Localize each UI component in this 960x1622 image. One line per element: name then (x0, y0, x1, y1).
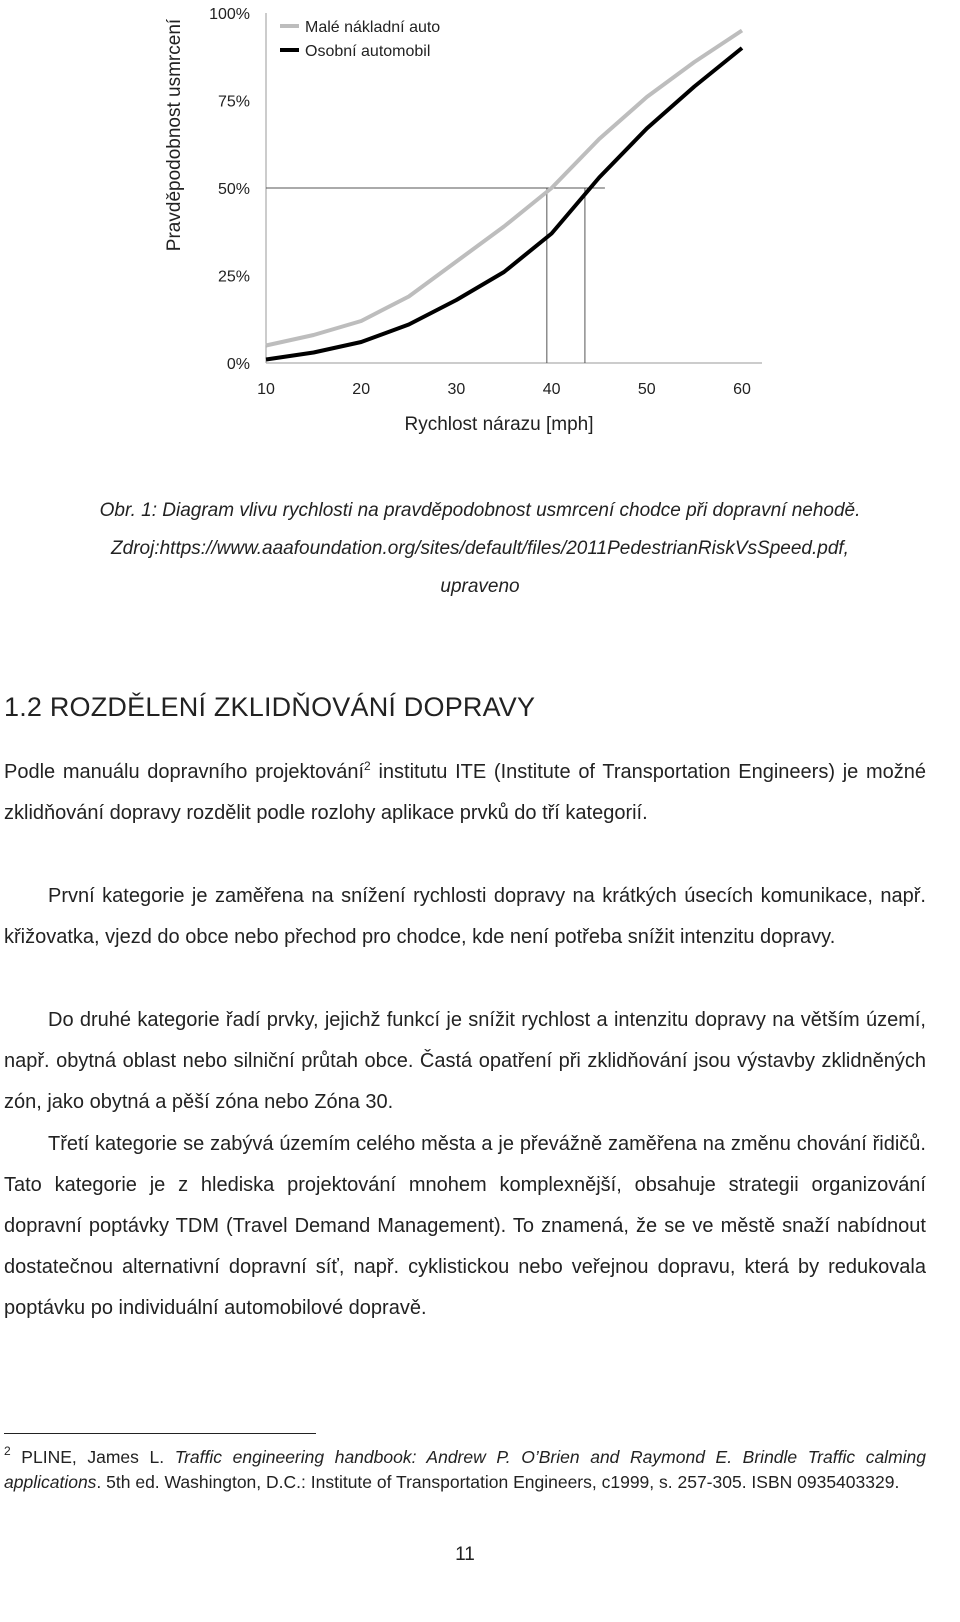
paragraph-2 (4, 876, 926, 958)
footnote (4, 1445, 926, 1495)
chart-y-axis-label: Pravděpodobnost usmrcení (164, 18, 185, 252)
caption-line-1: Obr. 1: Diagram vlivu rychlosti na pravděpodobnost usmrcení chodce při dopravní nehodě. (99, 500, 861, 521)
section-heading: 1.2 ROZDĚLENÍ ZKLIDŇOVÁNÍ DOPRAVY (4, 692, 536, 722)
paragraph-3 (4, 1000, 926, 1123)
footnote-title: Traffic engineering handbook: Andrew P. O’Brien and Raymond E. Brindle Traffic calming applications (4, 1447, 926, 1492)
x-tick-label: 30 (447, 381, 466, 398)
legend-label-1: Malé nákladní auto (305, 19, 441, 36)
series-line-2 (266, 48, 742, 360)
paragraph-3-text: Do druhé kategorie řadí prvky, jejichž funkcí je snížit rychlost a intenzitu dopravy na větším území, např. obytná oblast nebo silniční průtah obce. Častá opatření při zklidňování jsou výstavby zklidněných zón, jako obytná a pěší zóna nebo Zóna 30. (4, 1009, 926, 1113)
speed-fatality-chart (0, 0, 960, 450)
paragraph-4-text: Třetí kategorie se zabývá územím celého města a je převážně zaměřena na změnu chování řidičů. Tato kategorie je z hlediska projektování mnohem komplexnější, obsahuje strategii organizování dopravní poptávky TDM (Travel Demand Management). To znamená, že se ve městě snaží nabídnout dostatečnou alternativní dopravní síť, např. cyklistickou nebo veřejnou dopravu, která by redukovala poptávku po individuální automobilové dopravě. (4, 1133, 926, 1319)
paragraph-1 (4, 752, 926, 834)
chart-x-axis-label: Rychlost nárazu [mph] (404, 414, 594, 435)
footnote-reference[interactable]: 2 (364, 759, 371, 773)
footnote-number: 2 (4, 1444, 11, 1458)
footnote-divider (4, 1433, 316, 1434)
paragraph-1-text-a: Podle manuálu dopravního projektování (4, 761, 365, 783)
footnote-publication: . 5th ed. Washington, D.C.: Institute of Transportation Engineers, c1999, s. 257-305. ISBN 0935403329. (96, 1472, 900, 1492)
y-tick-label: 50% (217, 181, 250, 198)
y-tick-label: 75% (217, 93, 250, 111)
x-tick-label: 50 (637, 381, 656, 398)
y-tick-label: 0% (226, 356, 250, 373)
x-tick-label: 10 (257, 381, 275, 398)
paragraph-2-text: První kategorie je zaměřena na snížení rychlosti dopravy na krátkých úsecích komunikace, např. křižovatka, vjezd do obce nebo přechod pro chodce, kde není potřeba snížit intenzitu dopravy. (4, 885, 926, 948)
page-number: 11 (455, 1544, 475, 1565)
figure-caption (0, 492, 960, 606)
caption-line-3: upraveno (440, 576, 520, 597)
footnote-author: PLINE, James L. (10, 1447, 175, 1467)
y-tick-label: 25% (217, 268, 250, 286)
x-tick-label: 20 (352, 381, 371, 398)
caption-line-2: Zdroj:https://www.aaafoundation.org/sites/default/files/2011PedestrianRiskVsSpeed.pdf, (111, 538, 849, 559)
x-tick-label: 40 (542, 381, 561, 398)
paragraph-4 (4, 1124, 926, 1329)
x-tick-label: 60 (733, 381, 751, 398)
paragraph-1-text-b: institutu ITE (Institute of Transportation Engineers) je možné zklidňování dopravy rozdělit podle rozlohy aplikace prvků do tří kategorií. (4, 761, 926, 824)
legend-label-2: Osobní automobil (305, 43, 431, 60)
y-tick-label: 100% (209, 6, 250, 23)
